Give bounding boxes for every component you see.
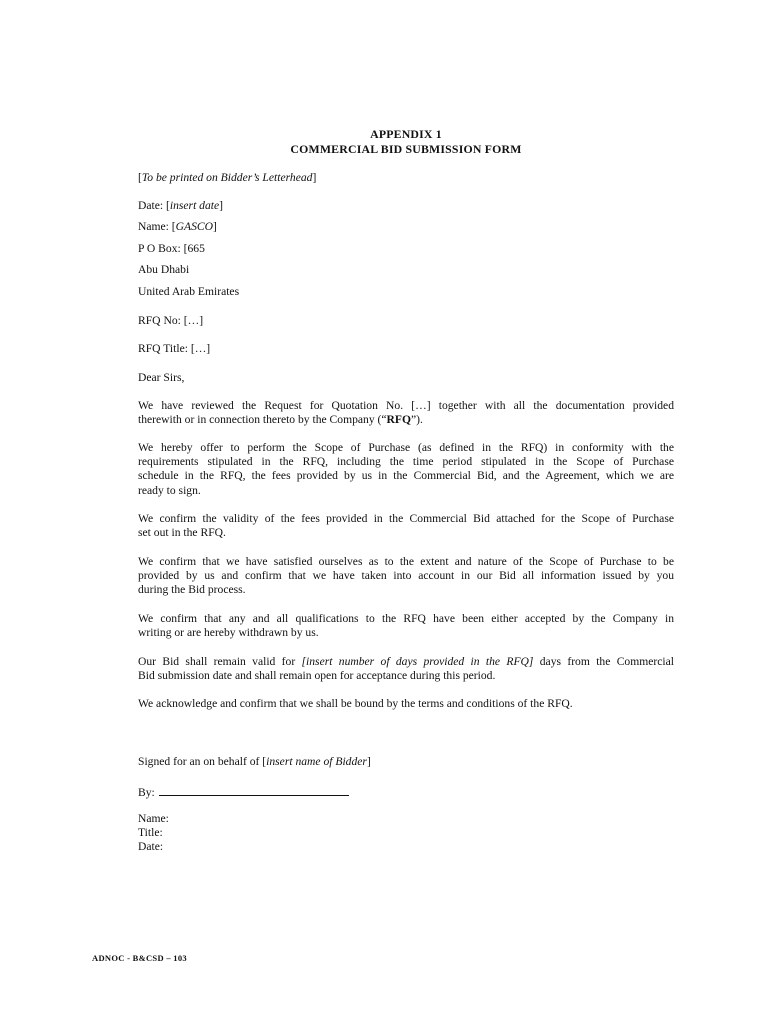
name-line: Name: [GASCO]	[138, 220, 217, 233]
rfq-title-line: RFQ Title: […]	[138, 342, 211, 355]
paragraph-review: We have reviewed the Request for Quotation No. […] together with all the documentation provided therewith or in connection thereto by the Company (“RFQ”).	[138, 399, 674, 427]
name-field-label: Name:	[138, 812, 169, 825]
letterhead-note-text: To be printed on Bidder’s Letterhead	[141, 171, 313, 184]
rfq-defined-term: RFQ	[386, 413, 412, 427]
name-value: GASCO	[175, 220, 214, 233]
salutation: Dear Sirs,	[138, 371, 185, 384]
paragraph-validity: We confirm the validity of the fees provided in the Commercial Bid attached for the Scope of Purchase set out in the RFQ.	[138, 512, 674, 540]
paragraph-satisfied: We confirm that we have satisfied ourselves as to the extent and nature of the Scope of Purchase to be provided by us and confirm that we have taken into account in our Bid all information issued by you during the Bid process.	[138, 555, 674, 597]
by-line: By:	[138, 784, 674, 800]
date-line: Date: [insert date]	[138, 199, 224, 212]
title-field-label: Title:	[138, 826, 163, 839]
signed-on-behalf-line: Signed for an on behalf of [insert name of Bidder]	[138, 755, 371, 768]
letterhead-note: [To be printed on Bidder’s Letterhead]	[138, 171, 317, 184]
rfq-no-line: RFQ No: […]	[138, 314, 204, 327]
paragraph-offer: We hereby offer to perform the Scope of Purchase (as defined in the RFQ) in conformity with the requirements stipulated in the RFQ, including the time period stipulated in the Scope of Purchase schedule in the RFQ, the fees provided by us in the Commercial Bid, and the Agreement, which we are ready to sign.	[138, 441, 674, 497]
paragraph-bid-validity: Our Bid shall remain valid for [insert number of days provided in the RFQ] days from the Commercial Bid submission date and shall remain open for acceptance during this period.	[138, 655, 674, 683]
page-footer: ADNOC - B&CSD – 103	[92, 953, 187, 963]
form-title: COMMERCIAL BID SUBMISSION FORM	[290, 142, 522, 156]
paragraph-qualifications: We confirm that any and all qualifications to the RFQ have been either accepted by the Company in writing or are hereby withdrawn by us.	[138, 612, 674, 640]
city-line: Abu Dhabi	[138, 263, 190, 276]
signature-blank	[159, 784, 349, 796]
date-placeholder: insert date	[169, 199, 220, 212]
date-field-label: Date:	[138, 840, 164, 853]
bidder-name-placeholder: insert name of Bidder	[266, 755, 367, 768]
appendix-heading: APPENDIX 1	[370, 127, 442, 141]
country-line: United Arab Emirates	[138, 285, 240, 298]
paragraph-acknowledge: We acknowledge and confirm that we shall be bound by the terms and conditions of the RFQ.	[138, 697, 573, 710]
po-box-line: P O Box: [665	[138, 242, 205, 255]
days-placeholder: [insert number of days provided in the RFQ]	[301, 655, 534, 668]
